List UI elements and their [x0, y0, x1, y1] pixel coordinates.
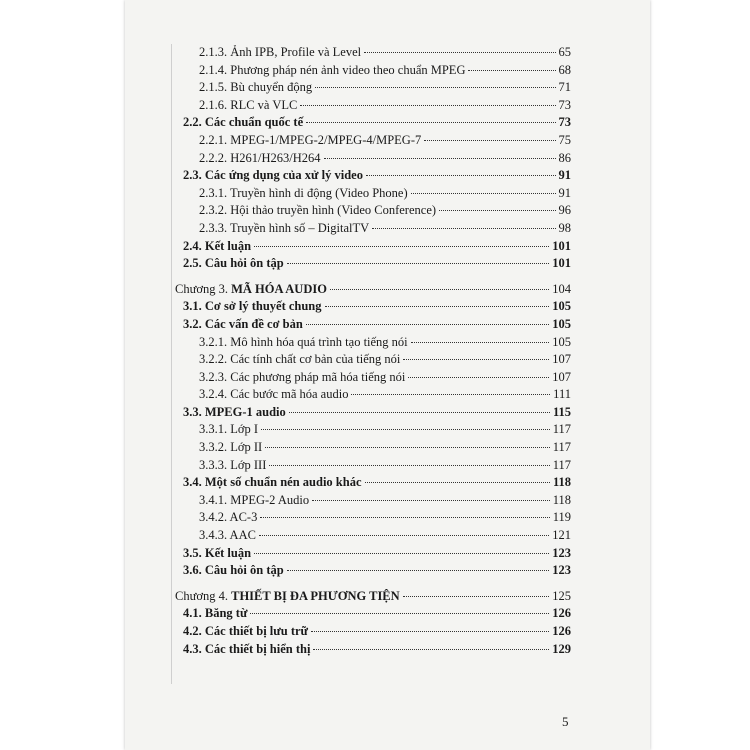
toc-entry-title: 3.4.3. AAC	[199, 528, 256, 543]
toc-entry-title: 3.3.1. Lớp I	[199, 422, 259, 437]
toc-entry-page: 117	[552, 440, 571, 455]
toc-entry	[175, 185, 571, 203]
toc-entry-page: 125	[552, 588, 571, 603]
dot-leader	[411, 342, 550, 343]
toc-entry	[175, 474, 571, 492]
dot-leader	[403, 596, 550, 597]
toc-entry-page: 91	[558, 185, 571, 200]
dot-leader	[269, 465, 549, 466]
toc-entry-page: 101	[552, 238, 571, 253]
toc-entry	[175, 167, 571, 185]
chapter-prefix: Chương 3.	[175, 281, 232, 296]
toc-entry-page: 71	[558, 80, 571, 95]
dot-leader	[254, 553, 549, 554]
toc-entry-page: 101	[552, 256, 571, 271]
toc-entry-title: 3.4. Một số chuẩn nén audio khác	[183, 475, 362, 490]
toc-entry-page: 65	[558, 45, 571, 59]
toc-entry-page: 117	[552, 457, 571, 472]
toc-entry-title: 3.3. MPEG-1 audio	[183, 404, 286, 419]
toc-entry	[175, 492, 571, 510]
table-of-contents	[175, 44, 571, 658]
toc-entry	[175, 386, 571, 404]
toc-entry-title: 2.1.3. Ảnh IPB, Profile và Level	[199, 45, 362, 59]
dot-leader	[351, 394, 550, 395]
dot-leader	[265, 447, 550, 448]
page-number: 5	[562, 714, 569, 729]
toc-entry-page: 91	[558, 168, 571, 183]
dot-leader	[306, 122, 555, 123]
toc-entry-title: 4.3. Các thiết bị hiển thị	[183, 641, 311, 656]
toc-entry	[175, 545, 571, 563]
toc-entry-page: 118	[552, 492, 571, 507]
toc-entry	[175, 150, 571, 168]
toc-entry-page: 86	[558, 150, 571, 165]
toc-entry	[175, 439, 571, 457]
toc-entry-title: 2.3.2. Hội thảo truyền hình (Video Conference)	[199, 203, 437, 218]
toc-entry-title: 3.2. Các vấn đề cơ bản	[183, 316, 303, 331]
dot-leader	[287, 570, 550, 571]
dot-leader	[366, 175, 556, 176]
chapter-title: THIẾT BỊ ĐA PHƯƠNG TIỆN	[231, 588, 400, 603]
toc-entry	[175, 79, 571, 97]
dot-leader	[261, 429, 550, 430]
page-frame-line	[171, 44, 172, 684]
dot-leader	[259, 535, 549, 536]
toc-entry	[175, 404, 571, 422]
dot-leader	[312, 500, 550, 501]
toc-entry	[175, 588, 571, 606]
toc-entry	[175, 132, 571, 150]
toc-entry	[175, 369, 571, 387]
toc-entry-page: 105	[552, 316, 571, 331]
toc-entry-page: 126	[552, 624, 571, 638]
toc-entry	[175, 62, 571, 80]
toc-entry-title	[175, 588, 400, 606]
dot-leader	[424, 140, 555, 141]
toc-entry	[175, 238, 571, 256]
toc-entry	[175, 220, 571, 238]
toc-entry-title: 4.2. Các thiết bị lưu trữ	[183, 624, 309, 638]
toc-entry	[175, 421, 571, 439]
toc-entry-title: 3.2.3. Các phương pháp mã hóa tiếng nói	[199, 369, 406, 384]
dot-leader	[254, 246, 549, 247]
dot-leader	[300, 105, 555, 106]
toc-entry	[175, 457, 571, 475]
toc-entry-page: 96	[558, 203, 571, 218]
toc-entry	[175, 334, 571, 352]
toc-entry-title: 2.3. Các ứng dụng của xử lý video	[183, 168, 363, 183]
toc-entry-title	[175, 281, 327, 299]
toc-entry-page: 107	[552, 369, 571, 384]
toc-entry-title: 2.2.2. H261/H263/H264	[199, 150, 321, 165]
dot-leader	[250, 613, 549, 614]
toc-entry-title: 3.3.3. Lớp III	[199, 457, 267, 472]
toc-entry	[175, 114, 571, 132]
toc-entry-page: 115	[552, 404, 571, 419]
toc-entry-title: 3.1. Cơ sở lý thuyết chung	[183, 299, 322, 314]
dot-leader	[364, 52, 555, 53]
toc-entry-page: 105	[552, 299, 571, 314]
toc-entry	[175, 316, 571, 334]
chapter-title: MÃ HÓA AUDIO	[231, 281, 327, 296]
toc-entry-page: 117	[552, 422, 571, 437]
toc-entry	[175, 527, 571, 545]
dot-leader	[408, 377, 549, 378]
toc-entry-title: 3.4.1. MPEG-2 Audio	[199, 492, 310, 507]
toc-entry-page: 104	[552, 281, 571, 296]
toc-entry-title: 2.1.4. Phương pháp nén ảnh video theo chuẩn MPEG	[199, 62, 466, 77]
toc-entry-page: 107	[552, 352, 571, 367]
toc-entry-title: 2.4. Kết luận	[183, 238, 252, 253]
toc-entry-title: 4.1. Băng từ	[183, 606, 248, 621]
toc-entry-page: 73	[558, 115, 571, 130]
toc-entry	[175, 641, 571, 659]
toc-entry	[175, 44, 571, 62]
toc-entry-page: 123	[552, 545, 571, 560]
toc-entry-page: 129	[552, 641, 571, 656]
toc-entry	[175, 298, 571, 316]
toc-entry-page: 75	[558, 132, 571, 147]
dot-leader	[372, 228, 555, 229]
chapter-prefix: Chương 4.	[175, 588, 232, 603]
toc-entry-title: 2.1.5. Bù chuyển động	[199, 80, 313, 95]
toc-entry	[175, 562, 571, 580]
toc-entry	[175, 605, 571, 623]
toc-entry	[175, 623, 571, 641]
toc-entry-title: 2.2. Các chuẩn quốc tế	[183, 115, 304, 130]
dot-leader	[313, 649, 549, 650]
dot-leader	[311, 631, 549, 632]
toc-entry-page: 68	[558, 62, 571, 77]
toc-entry-title: 3.4.2. AC-3	[199, 510, 258, 525]
toc-entry-title: 3.3.2. Lớp II	[199, 440, 263, 455]
toc-entry-page: 105	[552, 334, 571, 349]
dot-leader	[365, 482, 550, 483]
dot-leader	[306, 324, 549, 325]
toc-entry-title: 2.3.1. Truyền hình di động (Video Phone)	[199, 185, 408, 200]
toc-entry	[175, 509, 571, 527]
dot-leader	[289, 412, 550, 413]
toc-entry	[175, 255, 571, 273]
dot-leader	[330, 289, 549, 290]
dot-leader	[439, 210, 555, 211]
toc-entry-title: 3.5. Kết luận	[183, 545, 252, 560]
toc-entry-page: 121	[552, 528, 571, 543]
toc-entry-title: 2.2.1. MPEG-1/MPEG-2/MPEG-4/MPEG-7	[199, 132, 422, 147]
toc-entry	[175, 281, 571, 299]
dot-leader	[324, 158, 556, 159]
toc-entry-page: 111	[553, 387, 571, 402]
dot-leader	[411, 193, 556, 194]
toc-entry	[175, 202, 571, 220]
toc-entry	[175, 97, 571, 115]
toc-entry-title: 2.3.3. Truyền hình số – DigitalTV	[199, 220, 370, 235]
toc-entry-title: 3.6. Câu hỏi ôn tập	[183, 563, 284, 578]
dot-leader	[403, 359, 549, 360]
toc-entry-title: 3.2.4. Các bước mã hóa audio	[199, 387, 349, 402]
toc-entry-page: 73	[558, 97, 571, 112]
toc-entry-page: 98	[558, 220, 571, 235]
toc-entry	[175, 351, 571, 369]
toc-entry-title: 3.2.2. Các tính chất cơ bản của tiếng nói	[199, 352, 401, 367]
dot-leader	[260, 517, 549, 518]
dot-leader	[468, 70, 555, 71]
toc-entry-page: 119	[552, 510, 571, 525]
toc-entry-title: 2.5. Câu hỏi ôn tập	[183, 256, 284, 271]
toc-entry-page: 123	[552, 563, 571, 578]
toc-entry-page: 126	[552, 606, 571, 621]
toc-entry-title: 3.2.1. Mô hình hóa quá trình tạo tiếng nói	[199, 334, 408, 349]
dot-leader	[325, 306, 550, 307]
toc-entry-page: 118	[552, 475, 571, 490]
dot-leader	[287, 263, 550, 264]
toc-entry-title: 2.1.6. RLC và VLC	[199, 97, 298, 112]
dot-leader	[315, 87, 555, 88]
